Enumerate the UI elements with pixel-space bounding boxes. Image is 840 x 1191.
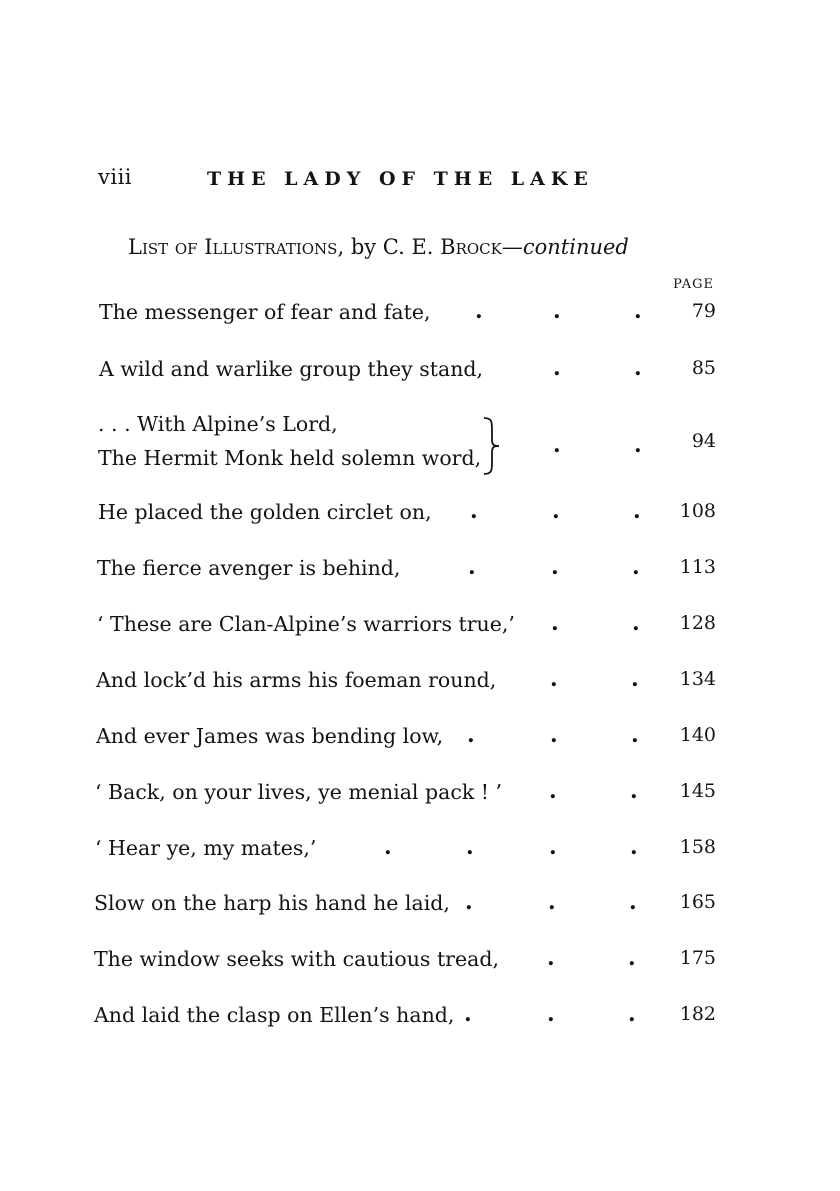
section-title-by: by C. E. <box>344 235 441 259</box>
leader-dot: . <box>550 722 558 748</box>
entry-page: 175 <box>679 947 716 969</box>
section-title-continued: —continued <box>501 235 629 259</box>
entry-page: 182 <box>679 1003 716 1025</box>
leader-dot: . <box>465 889 473 915</box>
leader-dot: . <box>547 1001 555 1027</box>
leader-dot: . <box>552 498 560 524</box>
section-title-artist: Brock <box>440 235 502 259</box>
entry-caption: A wild and warlike group they stand, <box>99 357 484 381</box>
entry-page: 145 <box>679 780 716 802</box>
leader-dot: . <box>634 355 642 381</box>
leader-dot: . <box>549 834 557 860</box>
page-folio: viii <box>98 165 133 189</box>
leader-dot: . <box>631 722 639 748</box>
leader-dot: . <box>634 298 642 324</box>
leader-dot: . <box>630 778 638 804</box>
toc-entry <box>0 780 840 810</box>
toc-entry <box>0 357 840 387</box>
leader-dot: . <box>634 432 642 458</box>
entry-caption-line2: The Hermit Monk held solemn word, <box>98 446 482 470</box>
toc-entry <box>0 668 840 698</box>
leader-dot: . <box>384 834 392 860</box>
toc-entry <box>0 1003 840 1033</box>
leader-dot: . <box>632 610 640 636</box>
leader-dot: . <box>633 498 641 524</box>
leader-dot: . <box>550 666 558 692</box>
leader-dot: . <box>468 554 476 580</box>
leader-dot: . <box>464 1001 472 1027</box>
toc-entry <box>0 836 840 866</box>
entry-caption: And ever James was bending low, <box>96 724 444 748</box>
toc-entry <box>0 612 840 642</box>
leader-dot: . <box>630 834 638 860</box>
entry-caption: ‘ Hear ye, my mates,’ <box>95 836 317 860</box>
entry-page: 158 <box>679 836 716 858</box>
leader-dot: . <box>467 722 475 748</box>
entry-page: 140 <box>679 724 716 746</box>
leader-dot: . <box>548 889 556 915</box>
leader-dot: . <box>553 298 561 324</box>
section-title-heading: List of Illustrations, <box>128 235 345 259</box>
entry-page: 165 <box>679 891 716 913</box>
entry-caption: And laid the clasp on Ellen’s hand, <box>94 1003 455 1027</box>
entry-caption: The messenger of fear and fate, <box>99 300 431 324</box>
toc-entry <box>0 891 840 921</box>
leader-dot: . <box>631 666 639 692</box>
leader-dot: . <box>466 834 474 860</box>
section-title <box>128 235 629 259</box>
running-title: THE LADY OF THE LAKE <box>207 168 594 190</box>
entry-page: 128 <box>679 612 716 634</box>
entry-page: 85 <box>691 357 716 379</box>
toc-entry <box>0 947 840 977</box>
entry-caption: The window seeks with cautious tread, <box>94 947 499 971</box>
entry-caption: He placed the golden circlet on, <box>98 500 432 524</box>
curly-brace-icon <box>480 416 502 476</box>
toc-entry <box>0 724 840 754</box>
leader-dot: . <box>629 889 637 915</box>
entry-page: 108 <box>679 500 716 522</box>
toc-entry <box>0 500 840 530</box>
entry-caption: And lock’d his arms his foeman round, <box>96 668 497 692</box>
toc-entry <box>0 556 840 586</box>
page-column-heading: PAGE <box>673 277 714 292</box>
leader-dot: . <box>551 610 559 636</box>
leader-dot: . <box>628 1001 636 1027</box>
entry-caption-line1: . . . With Alpine’s Lord, <box>98 412 338 436</box>
entry-page: 134 <box>679 668 716 690</box>
toc-entry-bracketed <box>0 410 840 482</box>
entry-caption: ‘ Back, on your lives, ye menial pack ! ’ <box>95 780 503 804</box>
leader-dot: . <box>628 945 636 971</box>
entry-caption: Slow on the harp his hand he laid, <box>94 891 450 915</box>
entry-caption: ‘ These are Clan-Alpine’s warriors true,’ <box>97 612 515 636</box>
leader-dot: . <box>470 498 478 524</box>
leader-dot: . <box>632 554 640 580</box>
leader-dot: . <box>553 432 561 458</box>
entry-page: 79 <box>691 300 716 322</box>
entry-page: 94 <box>691 430 716 452</box>
leader-dot: . <box>553 355 561 381</box>
entry-caption: The fierce avenger is behind, <box>97 556 401 580</box>
leader-dot: . <box>475 298 483 324</box>
leader-dot: . <box>549 778 557 804</box>
entry-page: 113 <box>679 556 716 578</box>
leader-dot: . <box>551 554 559 580</box>
leader-dot: . <box>547 945 555 971</box>
toc-entry <box>0 300 840 330</box>
